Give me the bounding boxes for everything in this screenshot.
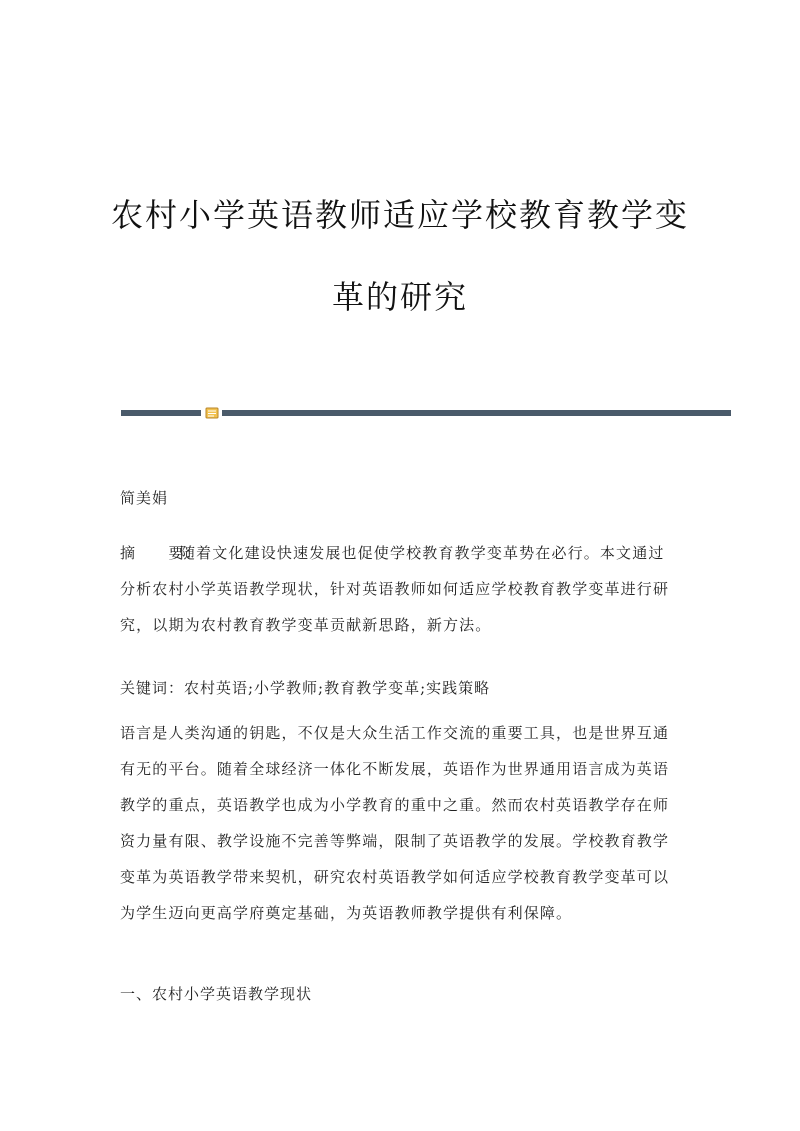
abstract-line: 究，以期为农村教育教学变革贡献新思路，新方法。 (120, 616, 492, 634)
paragraph-line: 为学生迈向更高学府奠定基础，为英语教师教学提供有利保障。 (120, 904, 573, 922)
paragraph-line: 有无的平台。随着全球经济一体化不断发展，英语作为世界通用语言成为英语 (120, 760, 670, 778)
paragraph-line: 变革为英语教学带来契机，研究农村英语教学如何适应学校教育教学变革可以 (120, 868, 670, 886)
title-divider (121, 407, 731, 421)
abstract (120, 543, 692, 651)
title-line-1: 农村小学英语教师适应学校教育教学变 (110, 196, 689, 234)
abstract-line: 分析农村小学英语教学现状，针对英语教师如何适应学校教育教学变革进行研 (120, 580, 670, 598)
document-icon (205, 407, 219, 419)
intro-paragraph (120, 723, 692, 939)
title-line-2: 革的研究 (331, 278, 468, 316)
divider-bar-left (121, 410, 201, 416)
divider-bar-right (222, 410, 731, 416)
author-name: 简美娟 (120, 489, 169, 507)
keywords: 关键词：农村英语;小学教师;教育教学变革;实践策略 (120, 679, 491, 697)
abstract-line (120, 543, 692, 579)
paragraph-line: 语言是人类沟通的钥匙，不仅是大众生活工作交流的重要工具，也是世界互通 (120, 724, 670, 742)
abstract-label: 摘 要： (120, 544, 201, 562)
section-heading: 一、农村小学英语教学现状 (120, 985, 313, 1003)
paragraph-line: 教学的重点，英语教学也成为小学教育的重中之重。然而农村英语教学存在师 (120, 796, 670, 814)
paragraph-line: 资力量有限、教学设施不完善等弊端，限制了英语教学的发展。学校教育教学 (120, 832, 670, 850)
abstract-line-text: 随着文化建设快速发展也促使学校教育教学变革势在必行。本文通过 (180, 544, 665, 562)
